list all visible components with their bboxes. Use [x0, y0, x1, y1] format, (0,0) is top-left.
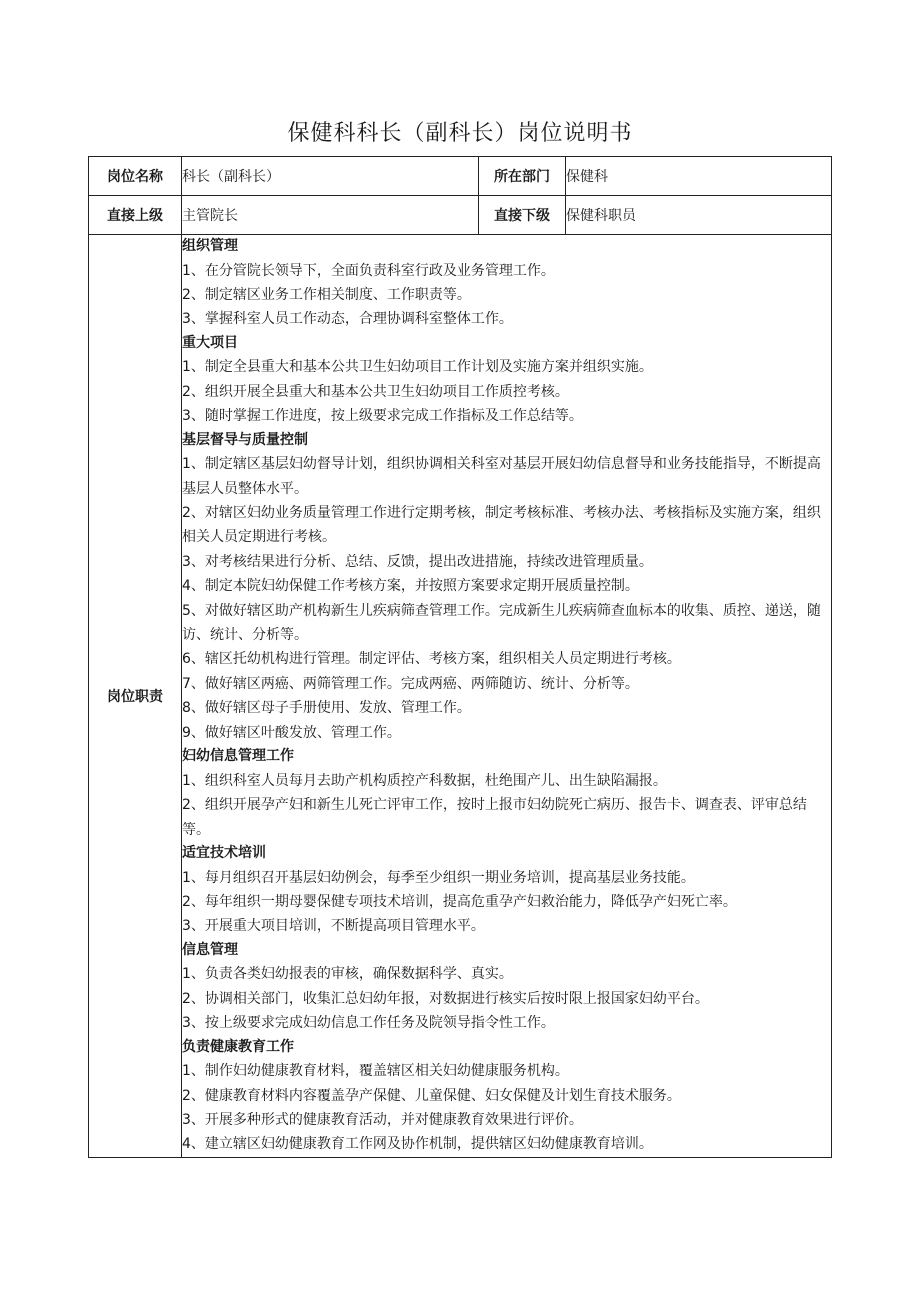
list-item: 1、制定全县重大和基本公共卫生妇幼项目工作计划及实施方案并组织实施。: [182, 359, 653, 376]
table-row: [89, 157, 832, 196]
section-title: 负责健康教育工作: [182, 1038, 294, 1055]
direct-subordinate-label: 直接下级: [479, 196, 566, 235]
list-item: 3、开展多种形式的健康教育活动，并对健康教育效果进行评价。: [182, 1111, 583, 1128]
list-item: 1、制作妇幼健康教育材料，覆盖辖区相关妇幼健康服务机构。: [182, 1063, 569, 1080]
direct-subordinate-value: 保健科职员: [566, 196, 832, 235]
duties-label: 岗位职责: [89, 235, 182, 1158]
list-item: 1、在分管院长领导下，全面负责科室行政及业务管理工作。: [182, 262, 555, 279]
list-item: 7、做好辖区两癌、两筛管理工作。完成两癌、两筛随访、统计、分析等。: [182, 675, 639, 692]
section-title: 适宜技术培训: [182, 844, 266, 861]
position-name-value: 科长（副科长）: [182, 157, 479, 196]
page-title: 保健科科长（副科长）岗位说明书: [287, 121, 633, 146]
list-item: 1、组织科室人员每月去助产机构质控产科数据，杜绝围产儿、出生缺陷漏报。: [182, 772, 667, 789]
direct-superior-value: 主管院长: [182, 196, 479, 235]
table-row: [89, 196, 832, 235]
list-item: 6、辖区托幼机构进行管理。制定评估、考核方案，组织相关人员定期进行考核。: [182, 651, 681, 668]
list-item: 4、建立辖区妇幼健康教育工作网及协作机制，提供辖区妇幼健康教育培训。: [182, 1136, 653, 1153]
list-item: 2、组织开展孕产妇和新生儿死亡评审工作，按时上报市妇幼院死亡病历、报告卡、调查表、评审总结等。: [182, 797, 807, 838]
list-item: 2、对辖区妇幼业务质量管理工作进行定期考核，制定考核标准、考核办法、考核指标及实施方案，组织相关人员定期进行考核。: [182, 505, 821, 546]
list-item: 8、做好辖区母子手册使用、发放、管理工作。: [182, 700, 471, 717]
list-item: 3、按上级要求完成妇幼信息工作任务及院领导指令性工作。: [182, 1015, 555, 1032]
section-title: 组织管理: [182, 238, 238, 254]
list-item: 2、制定辖区业务工作相关制度、工作职责等。: [182, 287, 471, 303]
list-item: 3、掌握科室人员工作动态，合理协调科室整体工作。: [182, 311, 513, 328]
job-description-table: [88, 156, 832, 1158]
department-label: 所在部门: [479, 157, 566, 196]
list-item: 5、对做好辖区助产机构新生儿疾病筛查管理工作。完成新生儿疾病筛查血标本的收集、质控、递送，随访、统计、分析等。: [182, 602, 821, 644]
list-item: 9、做好辖区叶酸发放、管理工作。: [182, 724, 401, 741]
list-item: 3、开展重大项目培训，不断提高项目管理水平。: [182, 918, 485, 935]
duties-content: [182, 235, 832, 1158]
position-name-label: 岗位名称: [89, 157, 182, 196]
list-item: 1、制定辖区基层妇幼督导计划，组织协调相关科室对基层开展妇幼信息督导和业务技能指导，不断提高基层人员整体水平。: [182, 456, 821, 497]
list-item: 2、协调相关部门，收集汇总妇幼年报，对数据进行核实后按时限上报国家妇幼平台。: [182, 990, 709, 1007]
section-title: 基层督导与质量控制: [182, 431, 308, 448]
list-item: 1、每月组织召开基层妇幼例会，每季至少组织一期业务培训，提高基层业务技能。: [182, 869, 695, 886]
section-title: 信息管理: [182, 941, 238, 958]
section-title: 重大项目: [182, 334, 238, 351]
list-item: 4、制定本院妇幼保健工作考核方案，并按照方案要求定期开展质量控制。: [182, 578, 639, 595]
direct-superior-label: 直接上级: [89, 196, 182, 235]
list-item: 3、对考核结果进行分析、总结、反馈，提出改进措施，持续改进管理质量。: [182, 553, 653, 570]
list-item: 2、每年组织一期母婴保健专项技术培训，提高危重孕产妇救治能力，降低孕产妇死亡率。: [182, 893, 737, 910]
section-title: 妇幼信息管理工作: [182, 748, 294, 765]
list-item: 1、负责各类妇幼报表的审核，确保数据科学、真实。: [182, 966, 513, 983]
list-item: 3、随时掌握工作进度，按上级要求完成工作指标及工作总结等。: [182, 408, 583, 425]
table-row: [89, 235, 832, 1158]
list-item: 2、健康教育材料内容覆盖孕产保健、儿童保健、妇女保健及计划生育技术服务。: [182, 1087, 681, 1104]
department-value: 保健科: [566, 157, 832, 196]
list-item: 2、组织开展全县重大和基本公共卫生妇幼项目工作质控考核。: [182, 383, 569, 400]
